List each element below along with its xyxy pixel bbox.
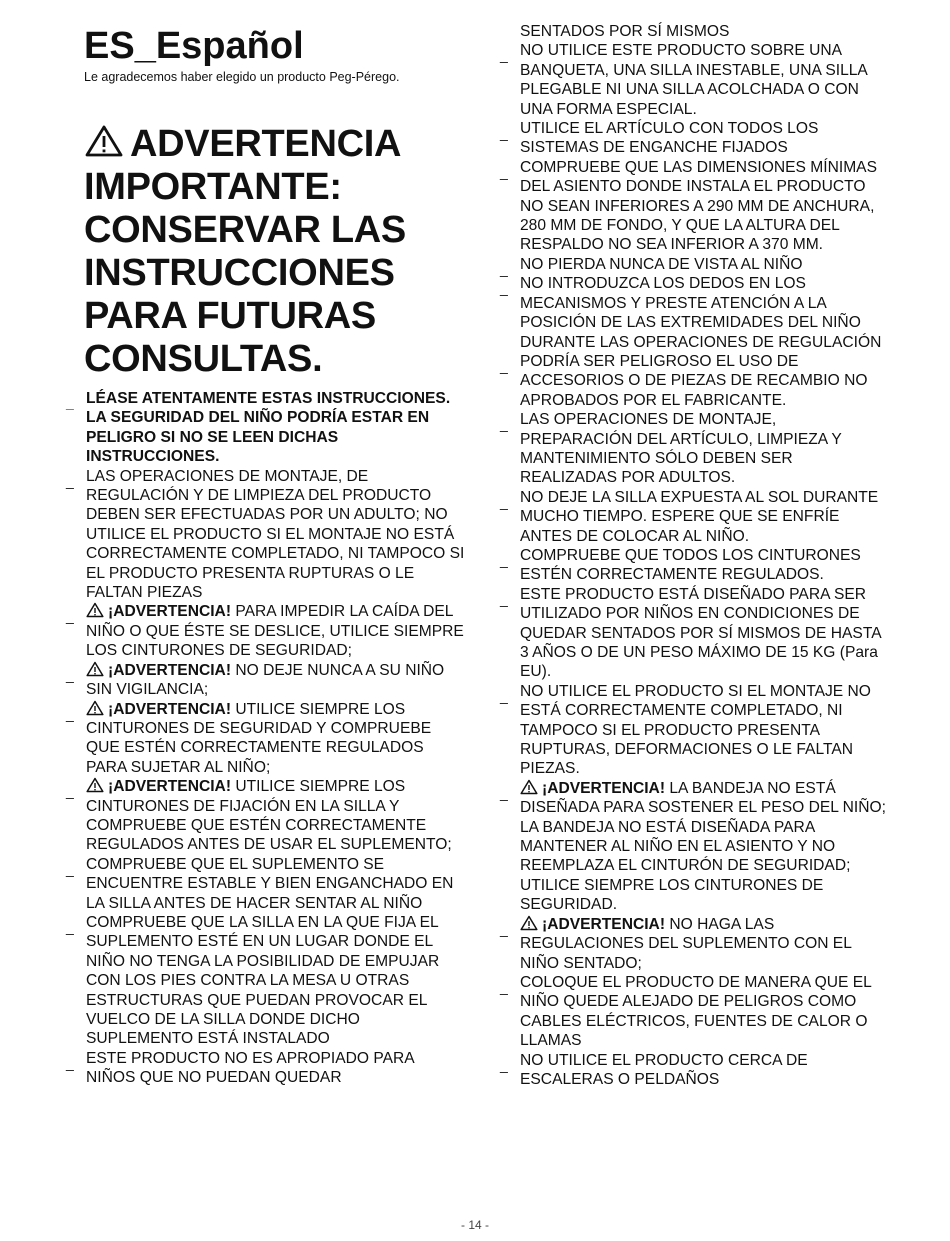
bullet-dash: _ xyxy=(500,125,508,142)
bullet-dash: _ xyxy=(500,416,508,433)
bullet-dash: _ xyxy=(500,590,508,607)
right-column xyxy=(500,22,890,1089)
instruction-item xyxy=(500,915,890,973)
instruction-text: LÉASE ATENTAMENTE ESTAS INSTRUCCIONES. LA SEGURIDAD DEL NIÑO PODRÍA ESTAR EN PELIGRO SI NO SE LEEN DICHAS INSTRUCCIONES. xyxy=(86,390,451,466)
instruction-text: UTILICE SIEMPRE LOS CINTURONES DE SEGURIDAD Y COMPRUEBE QUE ESTÉN CORRECTAMENTE REGULADOS PARA SUJETAR AL NIÑO; xyxy=(86,700,432,776)
instruction-text: COLOQUE EL PRODUCTO DE MANERA QUE EL NIÑO QUEDE ALEJADO DE PELIGROS COMO CABLES ELÉCTRICOS, FUENTES DE CALOR O LLAMAS xyxy=(520,973,872,1050)
instruction-item xyxy=(500,973,890,1051)
warning-label: ¡ADVERTENCIA! xyxy=(542,779,666,797)
bullet-dash: _ xyxy=(500,493,508,510)
thank-you-note: Le agradecemos haber elegido un producto Peg-Pérego. xyxy=(84,70,400,84)
instruction-item xyxy=(66,661,466,700)
bullet-dash: _ xyxy=(66,783,74,800)
bullet-dash: _ xyxy=(500,920,508,937)
instruction-item xyxy=(66,913,466,1049)
instruction-item xyxy=(66,700,466,778)
language-title: ES_Español xyxy=(84,25,304,67)
instruction-text: NO DEJE LA SILLA EXPUESTA AL SOL DURANTE MUCHO TIEMPO. ESPERE QUE SE ENFRÍE ANTES DE COLOCAR AL NIÑO. xyxy=(520,488,879,545)
bullet-dash: _ xyxy=(66,1054,74,1071)
instruction-text: PODRÍA SER PELIGROSO EL USO DE ACCESORIOS O DE PIEZAS DE RECAMBIO NO APROBADOS POR EL FABRICANTE. xyxy=(520,352,868,409)
warning-heading xyxy=(84,123,466,381)
instruction-item xyxy=(500,158,890,255)
bullet-dash: _ xyxy=(500,687,508,704)
bullet-dash: _ xyxy=(500,163,508,180)
warning-triangle-icon xyxy=(84,124,124,158)
instruction-text: LA BANDEJA NO ESTÁ DISEÑADA PARA SOSTENER EL PESO DEL NIÑO; LA BANDEJA NO ESTÁ DISEÑADA PARA MANTENER AL NIÑO EN EL ASIENTO Y NO REEMPLAZA EL CINTURÓN DE SEGURIDAD; UTILICE SIEMPRE LOS CINTURONES DE SEGURIDAD. xyxy=(520,779,886,914)
instruction-item xyxy=(500,585,890,682)
bullet-dash: _ xyxy=(66,860,74,877)
warning-label: ¡ADVERTENCIA! xyxy=(108,603,232,621)
page-number: - 14 - xyxy=(460,1218,489,1232)
instruction-text: COMPRUEBE QUE LAS DIMENSIONES MÍNIMAS DEL ASIENTO DONDE INSTALA EL PRODUCTO NO SEAN INFERIORES A 290 MM DE ANCHURA, 280 MM DE FONDO, Y QUE LA ALTURA DEL RESPALDO NO SEA INFERIOR A 370 MM. xyxy=(520,158,877,254)
bullet-dash: _ xyxy=(66,472,74,489)
instruction-text: NO HAGA LAS REGULACIONES DEL SUPLEMENTO CON EL NIÑO SENTADO; xyxy=(520,915,852,972)
instruction-item xyxy=(66,467,466,603)
instruction-item xyxy=(500,410,890,488)
instruction-text: LAS OPERACIONES DE MONTAJE, DE REGULACIÓN Y DE LIMPIEZA DEL PRODUCTO DEBEN SER EFECTUADAS POR UN ADULTO; NO UTILICE EL PRODUCTO SI EL MONTAJE NO ESTÁ CORRECTAMENTE COMPLETADO, NI TAMPOCO SI EL PRODUCTO PRESENTA RUPTURAS O LE FALTAN PIEZAS xyxy=(86,467,465,602)
bullet-dash: _ xyxy=(66,918,74,935)
instruction-text: NO UTILICE EL PRODUCTO CERCA DE ESCALERAS O PELDAÑOS xyxy=(520,1051,808,1088)
bullet-dash: _ xyxy=(500,784,508,801)
instruction-text: ESTE PRODUCTO NO ES APROPIADO PARA NIÑOS QUE NO PUEDAN QUEDAR xyxy=(86,1049,414,1087)
bullet-dash: _ xyxy=(66,705,74,722)
bullet-dash: _ xyxy=(66,608,74,625)
warning-label: ¡ADVERTENCIA! xyxy=(108,778,232,796)
warning-label: ¡ADVERTENCIA! xyxy=(108,700,232,718)
heading-line-5: PARA FUTURAS xyxy=(84,295,376,337)
instruction-text: PARA IMPEDIR LA CAÍDA DEL NIÑO O QUE ÉSTE SE DESLICE, UTILICE SIEMPRE LOS CINTURONES DE SEGURIDAD; xyxy=(86,603,464,660)
left-instruction-list xyxy=(66,389,466,1088)
instruction-item xyxy=(500,41,890,119)
heading-line-2: IMPORTANTE: xyxy=(84,166,342,208)
instruction-item xyxy=(500,255,890,277)
heading-line-3: CONSERVAR LAS xyxy=(84,209,406,251)
warning-triangle-icon xyxy=(86,700,104,716)
bullet-dash: _ xyxy=(500,357,508,374)
warning-triangle-icon xyxy=(86,661,104,677)
instruction-text: SENTADOS POR SÍ MISMOS xyxy=(520,23,730,40)
instruction-item xyxy=(500,119,890,158)
bullet-dash: _ xyxy=(66,395,74,411)
instruction-item xyxy=(66,602,466,660)
instruction-item xyxy=(500,352,890,410)
instruction-item xyxy=(66,777,466,855)
instruction-item xyxy=(500,274,890,352)
heading-text-1: ADVERTENCIA xyxy=(130,123,402,165)
heading-line-1 xyxy=(84,123,466,166)
instruction-item xyxy=(500,546,890,585)
bullet-dash: _ xyxy=(500,280,508,297)
bullet-dash: _ xyxy=(66,666,74,683)
warning-triangle-icon xyxy=(86,777,104,793)
bullet-dash: _ xyxy=(500,260,508,277)
bullet-dash: _ xyxy=(500,551,508,568)
right-instruction-list xyxy=(500,22,890,1089)
heading-line-6: CONSULTAS. xyxy=(84,338,323,380)
instruction-item xyxy=(500,779,890,915)
instruction-text: NO PIERDA NUNCA DE VISTA AL NIÑO xyxy=(520,255,803,273)
instruction-text: UTILICE EL ARTÍCULO CON TODOS LOS SISTEMAS DE ENGANCHE FIJADOS xyxy=(520,120,819,157)
instruction-text: NO UTILICE ESTE PRODUCTO SOBRE UNA BANQUETA, UNA SILLA INESTABLE, UNA SILLA PLEGABLE NI UNA SILLA ACOLCHADA O CON UNA FORMA ESPECIAL. xyxy=(520,42,867,118)
instruction-text: ESTE PRODUCTO ESTÁ DISEÑADO PARA SER UTILIZADO POR NIÑOS EN CONDICIONES DE QUEDAR SENTADOS POR SÍ MISMOS DE HASTA 3 AÑOS O DE UN PESO MÁXIMO DE 15 KG (Para EU). xyxy=(520,585,881,681)
instruction-item xyxy=(66,855,466,913)
warning-triangle-icon xyxy=(86,602,104,618)
instruction-text: COMPRUEBE QUE EL SUPLEMENTO SE ENCUENTRE ESTABLE Y BIEN ENGANCHADO EN LA SILLA ANTES DE HACER SENTAR AL NIÑO xyxy=(86,855,454,912)
instruction-item xyxy=(66,1049,466,1088)
instruction-text: COMPRUEBE QUE TODOS LOS CINTURONES ESTÉN CORRECTAMENTE REGULADOS. xyxy=(520,546,861,584)
instruction-item xyxy=(500,22,890,41)
instruction-item xyxy=(66,389,466,467)
instruction-item xyxy=(500,488,890,546)
instruction-text: COMPRUEBE QUE LA SILLA EN LA QUE FIJA EL SUPLEMENTO ESTÉ EN UN LUGAR DONDE EL NIÑO NO TENGA LA POSIBILIDAD DE EMPUJAR CON LOS PIES CONTRA LA MESA U OTRAS ESTRUCTURAS QUE PUEDAN PROVOCAR EL VUELCO DE LA SILLA DONDE DICHO SUPLEMENTO ESTÁ INSTALADO xyxy=(86,913,440,1048)
warning-label: ¡ADVERTENCIA! xyxy=(108,661,232,679)
warning-triangle-icon xyxy=(520,915,538,931)
instruction-text: NO UTILICE EL PRODUCTO SI EL MONTAJE NO ESTÁ CORRECTAMENTE COMPLETADO, NI TAMPOCO SI EL PRODUCTO PRESENTA RUPTURAS, DEFORMACIONES O LE FALTAN PIEZAS. xyxy=(520,682,871,778)
instruction-text: NO INTRODUZCA LOS DEDOS EN LOS MECANISMOS Y PRESTE ATENCIÓN A LA POSICIÓN DE LAS EXTREMIDADES DEL NIÑO DURANTE LAS OPERACIONES DE REGULACIÓN xyxy=(520,275,882,351)
instruction-text: LAS OPERACIONES DE MONTAJE, PREPARACIÓN DEL ARTÍCULO, LIMPIEZA Y MANTENIMIENTO SÓLO DEBEN SER REALIZADAS POR ADULTOS. xyxy=(520,411,842,487)
instruction-text: UTILICE SIEMPRE LOS CINTURONES DE FIJACIÓN EN LA SILLA Y COMPRUEBE QUE ESTÉN CORRECTAMENTE REGULADOS ANTES DE USAR EL SUPLEMENTO; xyxy=(86,778,452,854)
bullet-dash: _ xyxy=(500,978,508,995)
warning-label: ¡ADVERTENCIA! xyxy=(542,915,666,933)
warning-triangle-icon xyxy=(520,779,538,795)
left-column xyxy=(66,22,466,1088)
bullet-dash: _ xyxy=(500,47,508,64)
bullet-dash: _ xyxy=(500,1056,508,1073)
instruction-item xyxy=(500,1051,890,1090)
heading-line-4: INSTRUCCIONES xyxy=(84,252,395,294)
instruction-text: NO DEJE NUNCA A SU NIÑO SIN VIGILANCIA; xyxy=(86,661,445,699)
instruction-item xyxy=(500,682,890,779)
